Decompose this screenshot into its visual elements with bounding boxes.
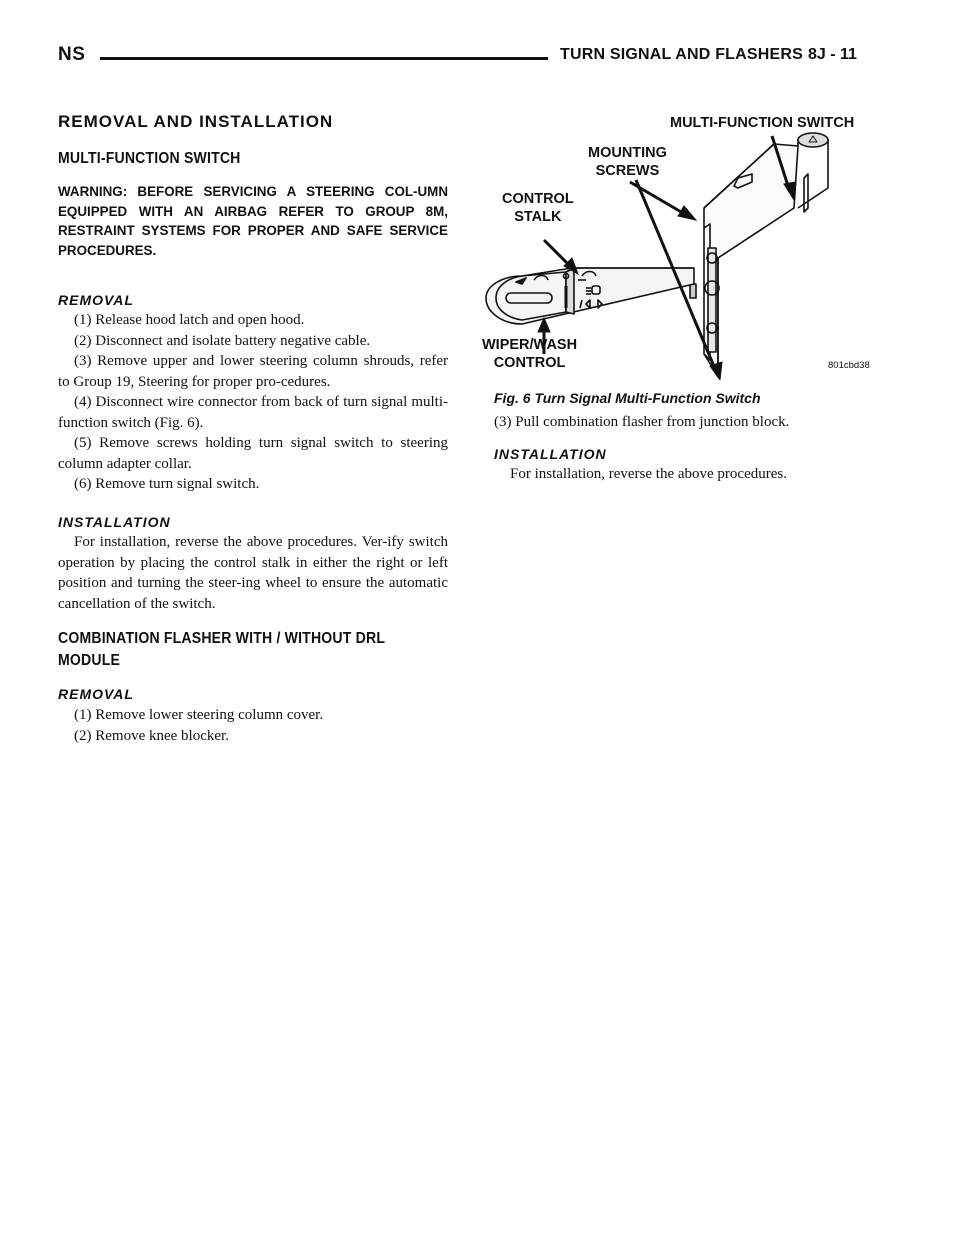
label-control-stalk: [502, 190, 574, 226]
warning-text: WARNING: BEFORE SERVICING A STEERING COL-UMN EQUIPPED WITH AN AIRBAG REFER TO GROUP 8M, RESTRAINT SYSTEMS FOR PROPER AND SAFE SERVICE PROCEDURES.: [58, 184, 448, 258]
flasher-step-3-block: [494, 412, 884, 433]
installation-text-1: [58, 532, 448, 614]
label-multi-function-switch: MULTI-FUNCTION SWITCH: [670, 115, 855, 131]
label-mounting-screws: [588, 144, 667, 180]
removal-heading-1: REMOVAL: [58, 292, 134, 308]
figure-caption: Fig. 6 Turn Signal Multi-Function Switch: [494, 390, 761, 406]
removal1-step-5: (5) Remove screws holding turn signal switch to steering column adapter collar.: [58, 435, 448, 472]
removal-steps-1: [58, 310, 448, 495]
page-number: 8J - 11: [808, 46, 857, 63]
label-mounting-line-1: MOUNTING: [588, 145, 667, 161]
removal-heading-2: REMOVAL: [58, 686, 134, 702]
removal1-step-2: (2) Disconnect and isolate battery negative cable.: [74, 332, 371, 349]
installation-heading-2: INSTALLATION: [494, 446, 607, 462]
installation1-paragraph: For installation, reverse the above procedures. Ver-ify switch operation by placing the control stalk in either the right or left position and turning the steer-ing wheel to ensure the automatic cancellation of the switch.: [58, 534, 448, 612]
figure-multi-function-switch: [482, 108, 882, 380]
header-section-code: NS: [58, 44, 86, 65]
removal2-step-1: (1) Remove lower steering column cover.: [74, 707, 324, 723]
removal1-step-6: (6) Remove turn signal switch.: [74, 476, 260, 492]
installation2-paragraph: For installation, reverse the above procedures.: [510, 466, 787, 482]
flasher-step-3: (3) Pull combination flasher from junction block.: [494, 414, 790, 430]
removal2-step-2: (2) Remove knee blocker.: [74, 727, 229, 744]
label-control-line-2: STALK: [514, 209, 562, 225]
subsection-flasher-line-1: COMBINATION FLASHER WITH / WITHOUT DRL: [58, 630, 386, 647]
subsection-multi-function-switch: MULTI-FUNCTION SWITCH: [58, 150, 241, 167]
label-wiper-wash-control: [482, 336, 577, 372]
installation-heading-1: INSTALLATION: [58, 514, 171, 530]
removal1-step-4: (4) Disconnect wire connector from back of turn signal multi-function switch (Fig. 6).: [58, 394, 448, 431]
subsection-flasher-line-2: MODULE: [58, 652, 121, 669]
removal-steps-2: [58, 705, 448, 746]
figure-id: 801cbd38: [828, 360, 870, 371]
removal1-step-1: (1) Release hood latch and open hood.: [74, 312, 305, 328]
installation-text-2: [494, 464, 884, 485]
section-title: REMOVAL AND INSTALLATION: [58, 112, 334, 131]
label-wiper-line-1: WIPER/WASH: [482, 337, 578, 353]
label-control-line-1: CONTROL: [502, 191, 574, 207]
header-title: TURN SIGNAL AND FLASHERS: [560, 46, 804, 63]
label-wiper-line-2: CONTROL: [493, 355, 566, 371]
removal1-step-3: (3) Remove upper and lower steering column shrouds, refer to Group 19, Steering for proper pro-cedures.: [58, 353, 448, 390]
label-mounting-line-2: SCREWS: [595, 163, 660, 179]
header-rule: [100, 57, 548, 60]
